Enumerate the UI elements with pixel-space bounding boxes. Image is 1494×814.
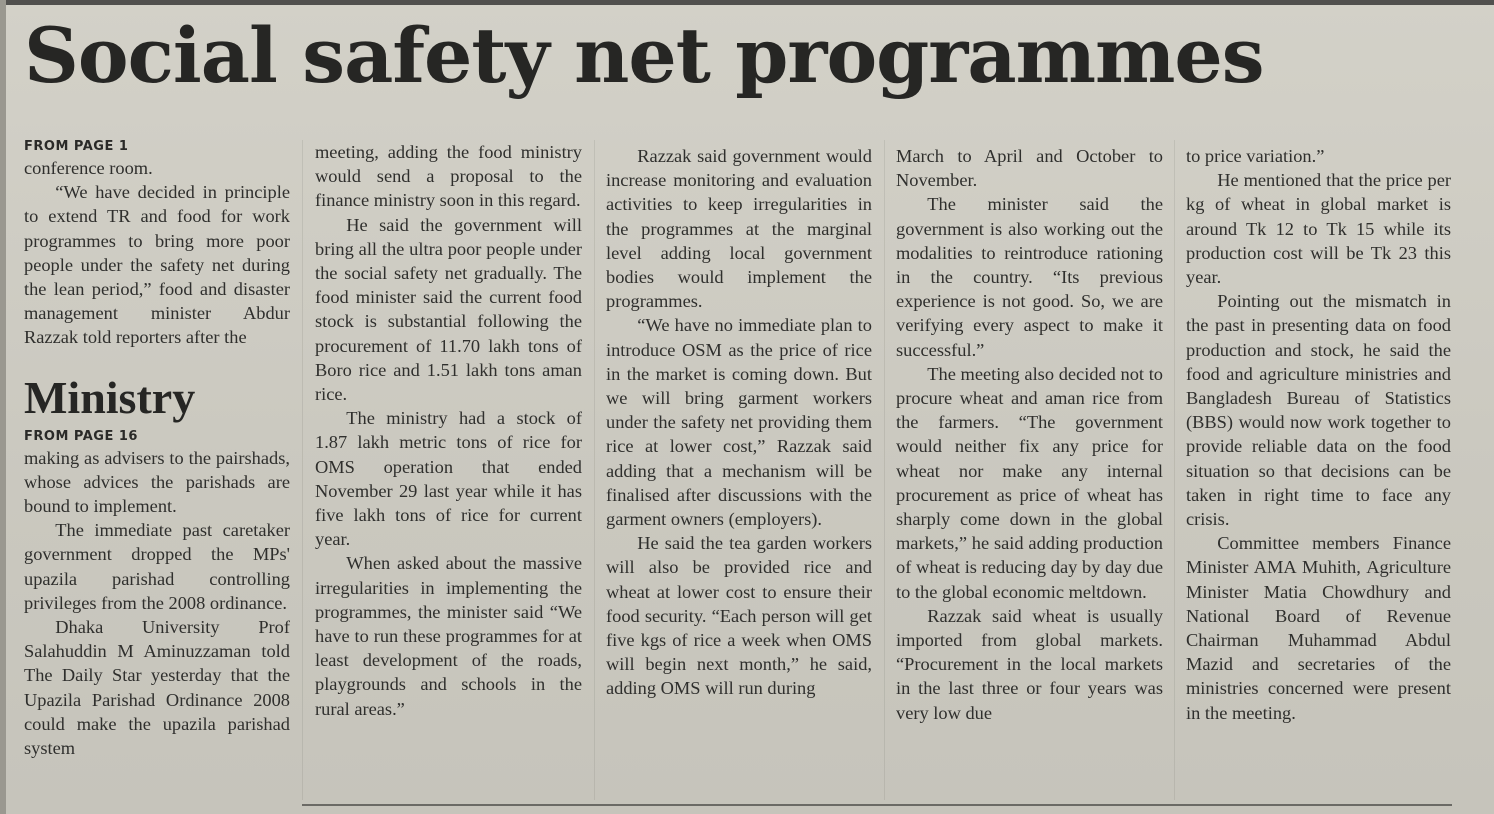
column-divider: [884, 140, 885, 800]
headline: Social safety net programmes: [24, 11, 1264, 100]
paragraph: Razzak said wheat is usually imported from global markets. “Procurement in the local markets in the last three or four years was very low due: [896, 605, 1163, 723]
column-divider: [594, 140, 595, 800]
column-4: [896, 144, 1163, 725]
paragraph: meeting, adding the food ministry would send a proposal to the finance ministry soon in this regard.: [315, 142, 582, 211]
top-rule: [0, 0, 1494, 5]
paragraph: The immediate past caretaker government dropped the MPs' upazila parishad controlling privileges from the 2008 ordinance.: [24, 520, 290, 613]
column-5: [1186, 144, 1451, 725]
column-2: [315, 140, 582, 721]
paragraph: to price variation.”: [1186, 146, 1325, 166]
paragraph: making as advisers to the pairshads, whose advices the parishads are bound to implement.: [24, 447, 290, 517]
paragraph: He said the government will bring all the ultra poor people under the social safety net gradually. The food minister said the current food stock is substantial following the procurement of 11.70 lakh tons of Boro rice and 1.51 lakh tons aman rice.: [315, 214, 582, 405]
column-1: [24, 138, 290, 760]
paragraph: “We have no immediate plan to introduce OSM as the price of rice in the market is coming down. But we will bring garment workers under the safety net providing them rice at lower cost,” Razzak said adding that a mechanism will be finalised after discussions with the garment owners (employers).: [606, 315, 872, 530]
paragraph: He mentioned that the price per kg of wheat in global market is around Tk 12 to Tk 15 while its production cost will be Tk 23 this year.: [1186, 170, 1451, 288]
paragraph: He said the tea garden workers will also be provided rice and wheat at lower cost to ensure their food security. “Each person will get five kgs of rice a week when OMS will begin next month,” he said, adding OMS will run during: [606, 533, 872, 699]
paragraph: Pointing out the mismatch in the past in presenting data on food production and stock, he said the food and agriculture ministries and Bangladesh Bureau of Statistics (BBS) would now work together to provide reliable data on the food situation so that decisions can be taken in right time to face any crisis.: [1186, 291, 1451, 530]
paragraph: When asked about the massive irregularities in implementing the programmes, the minister said “We have to run these programmes for at least development of the roads, playgrounds and schools in the rural areas.”: [315, 553, 582, 719]
column-divider: [1174, 140, 1175, 800]
paragraph: March to April and October to November.: [896, 146, 1163, 191]
bottom-rule: [302, 804, 1452, 806]
paragraph: The ministry had a stock of 1.87 lakh metric tons of rice for OMS operation that ended November 29 last year while it has five lakh tons of rice for current year.: [315, 408, 582, 550]
paragraph: “We have decided in principle to extend TR and food for work programmes to bring more poor people under the safety net during the lean period,” food and disaster management minister Abdur Razzak told reporters after the: [24, 182, 290, 348]
from-page-kicker: FROM PAGE 1: [24, 139, 129, 154]
paragraph: Committee members Finance Minister AMA Muhith, Agriculture Minister Matia Chowdhury and National Board of Revenue Chairman Muhammad Abdul Mazid and secretaries of the ministries concerned were present in the meeting.: [1186, 533, 1451, 723]
paragraph: conference room.: [24, 158, 153, 178]
paragraph: Razzak said government would increase monitoring and evaluation activities to keep irregularities in the programmes at the marginal level adding local government bodies would implement the programmes.: [606, 146, 872, 312]
column-divider: [302, 140, 303, 800]
column-3: [606, 144, 872, 701]
from-page-kicker: FROM PAGE 16: [24, 428, 138, 444]
paragraph: Dhaka University Prof Salahuddin M Aminuzzaman told The Daily Star yesterday that the Upazila Parishad Ordinance 2008 could make the upazila parishad system: [24, 617, 290, 759]
left-page-edge: [0, 0, 6, 814]
ministry-subhead: Ministry: [24, 371, 196, 423]
paragraph: The minister said the government is also working out the modalities to reintroduce rationing in the country. “Its previous experience is not good. So, we are verifying every aspect to make it successful.”: [896, 194, 1163, 360]
paragraph: The meeting also decided not to procure wheat and aman rice from the farmers. “The government would neither fix any price for wheat nor make any internal procurement as price of wheat has sharply come down in the global markets,” he said adding production of wheat is reducing day by day due to the global economic meltdown.: [896, 363, 1163, 602]
